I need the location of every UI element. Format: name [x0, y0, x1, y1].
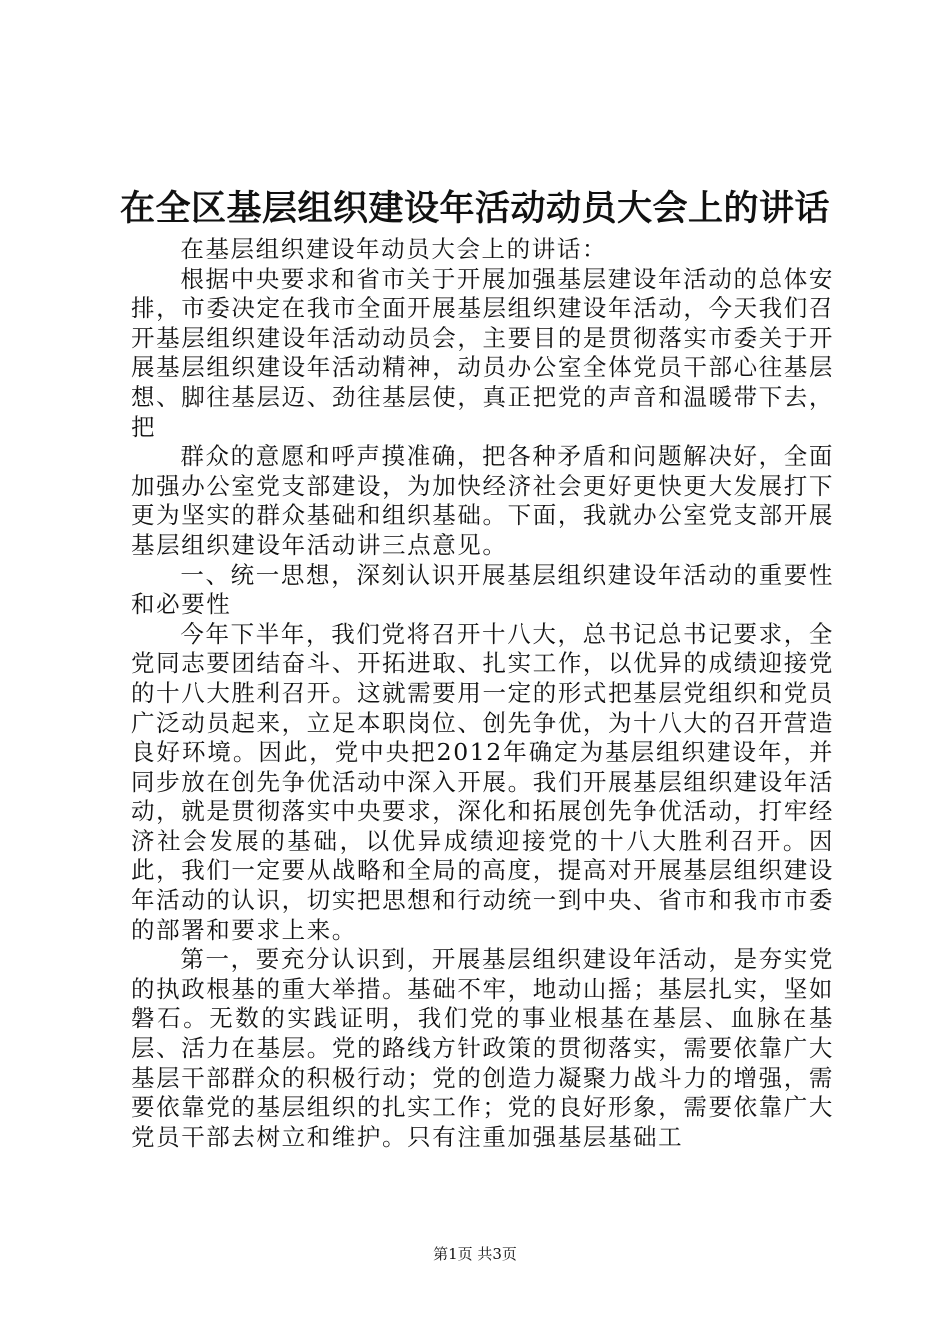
page-number-footer: 第1页 共3页	[433, 1245, 517, 1263]
section-heading: 一、统一思想，深刻认识开展基层组织建设年活动的重要性和必要性	[131, 560, 834, 619]
paragraph: 根据中央要求和省市关于开展加强基层建设年活动的总体安排，市委决定在我市全面开展基层组织建设年活动，今天我们召开基层组织建设年活动动员会，主要目的是贯彻落实市委关于开展基层组织建设年活动精神，动员办公室全体党员干部心往基层想、脚往基层迈、劲往基层使，真正把党的声音和温暖带下去，把	[131, 264, 834, 441]
paragraph: 群众的意愿和呼声摸准确，把各种矛盾和问题解决好，全面加强办公室党支部建设，为加快经济社会更好更快更大发展打下更为坚实的群众基础和组织基础。下面，我就办公室党支部开展基层组织建设年活动讲三点意见。	[131, 442, 834, 559]
document-title: 在全区基层组织建设年活动动员大会上的讲话	[119, 189, 830, 229]
paragraph: 第一，要充分认识到，开展基层组织建设年活动，是夯实党的执政根基的重大举措。基础不牢，地动山摇；基层扎实，坚如磐石。无数的实践证明，我们党的事业根基在基层、血脉在基层、活力在基层。党的路线方针政策的贯彻落实，需要依靠广大基层干部群众的积极行动；党的创造力凝聚力战斗力的增强，需要依靠党的基层组织的扎实工作；党的良好形象，需要依靠广大党员干部去树立和维护。只有注重加强基层基础工	[131, 945, 834, 1151]
paragraph-greeting: 在基层组织建设年动员大会上的讲话：	[180, 235, 608, 263]
document-body	[131, 235, 834, 1152]
paragraph: 今年下半年，我们党将召开十八大，总书记总书记要求，全党同志要团结奋斗、开拓进取、扎实工作，以优异的成绩迎接党的十八大胜利召开。这就需要用一定的形式把基层党组织和党员广泛动员起来，立足本职岗位、创先争优，为十八大的召开营造良好环境。因此，党中央把2012年确定为基层组织建设年，并同步放在创先争优活动中深入开展。我们开展基层组织建设年活动，就是贯彻落实中央要求，深化和拓展创先争优活动，打牢经济社会发展的基础，以优异成绩迎接党的十八大胜利召开。因此，我们一定要从战略和全局的高度，提高对开展基层组织建设年活动的认识，切实把思想和行动统一到中央、省市和我市市委的部署和要求上来。	[131, 619, 834, 944]
